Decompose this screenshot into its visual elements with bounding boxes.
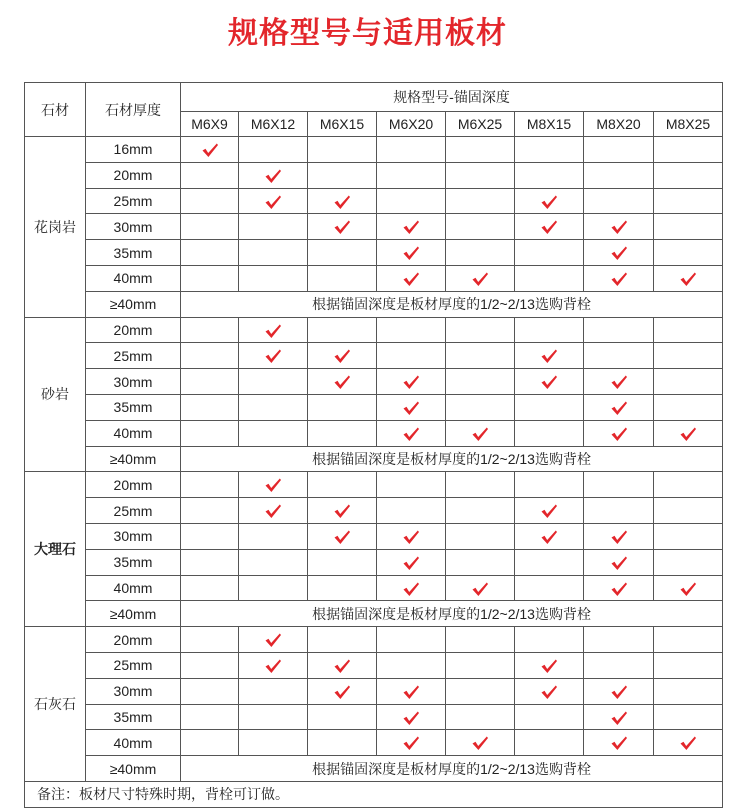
table-row xyxy=(25,291,723,317)
empty-cell xyxy=(181,162,239,188)
checkmark-icon xyxy=(333,374,351,390)
thickness-cell: 20mm xyxy=(86,472,181,498)
empty-cell xyxy=(446,240,515,266)
checkmark-icon xyxy=(333,348,351,364)
table-row xyxy=(25,343,723,369)
spec-table-body xyxy=(25,137,723,782)
check-cell xyxy=(308,678,377,704)
check-cell xyxy=(308,214,377,240)
empty-cell xyxy=(654,162,723,188)
thickness-cell: 40mm xyxy=(86,265,181,291)
check-cell xyxy=(377,420,446,446)
empty-cell xyxy=(515,704,584,730)
empty-cell xyxy=(515,240,584,266)
empty-cell xyxy=(654,188,723,214)
check-cell xyxy=(446,265,515,291)
footer-row xyxy=(25,781,723,807)
empty-cell xyxy=(584,652,654,678)
stone-type: 砂岩 xyxy=(25,317,86,472)
check-cell xyxy=(584,420,654,446)
check-cell xyxy=(308,652,377,678)
table-row xyxy=(25,652,723,678)
empty-cell xyxy=(377,188,446,214)
checkmark-icon xyxy=(471,271,489,287)
empty-cell xyxy=(446,188,515,214)
check-cell xyxy=(377,240,446,266)
empty-cell xyxy=(181,343,239,369)
empty-cell xyxy=(181,652,239,678)
empty-cell xyxy=(308,730,377,756)
empty-cell xyxy=(654,498,723,524)
thickness-cell: ≥40mm xyxy=(86,446,181,472)
empty-cell xyxy=(515,420,584,446)
header-model: M8X15 xyxy=(515,112,584,137)
checkmark-icon xyxy=(540,219,558,235)
checkmark-icon xyxy=(264,348,282,364)
empty-cell xyxy=(181,704,239,730)
empty-cell xyxy=(308,704,377,730)
check-cell xyxy=(239,343,308,369)
checkmark-icon xyxy=(264,503,282,519)
thickness-cell: 20mm xyxy=(86,627,181,653)
check-cell xyxy=(584,240,654,266)
span-note: 根据锚固深度是板材厚度的1/2~2/13选购背栓 xyxy=(181,291,723,317)
thickness-cell: 25mm xyxy=(86,652,181,678)
checkmark-icon xyxy=(402,684,420,700)
check-cell xyxy=(308,498,377,524)
empty-cell xyxy=(181,498,239,524)
header-model: M6X12 xyxy=(239,112,308,137)
thickness-cell: 25mm xyxy=(86,498,181,524)
empty-cell xyxy=(654,394,723,420)
check-cell xyxy=(239,472,308,498)
check-cell xyxy=(446,420,515,446)
table-row xyxy=(25,446,723,472)
empty-cell xyxy=(239,678,308,704)
empty-cell xyxy=(181,420,239,446)
empty-cell xyxy=(515,137,584,163)
check-cell xyxy=(239,627,308,653)
check-cell xyxy=(584,369,654,395)
checkmark-icon xyxy=(402,245,420,261)
thickness-cell: 16mm xyxy=(86,137,181,163)
empty-cell xyxy=(584,498,654,524)
empty-cell xyxy=(654,137,723,163)
check-cell xyxy=(515,343,584,369)
empty-cell xyxy=(308,627,377,653)
header-model: M6X15 xyxy=(308,112,377,137)
empty-cell xyxy=(308,265,377,291)
empty-cell xyxy=(377,472,446,498)
empty-cell xyxy=(446,523,515,549)
thickness-cell: 35mm xyxy=(86,549,181,575)
check-cell xyxy=(515,369,584,395)
check-cell xyxy=(515,652,584,678)
check-cell xyxy=(584,214,654,240)
table-row xyxy=(25,472,723,498)
check-cell xyxy=(377,704,446,730)
checkmark-icon xyxy=(610,581,628,597)
check-cell xyxy=(377,523,446,549)
check-cell xyxy=(584,549,654,575)
stone-type: 花岗岩 xyxy=(25,137,86,318)
table-row xyxy=(25,188,723,214)
empty-cell xyxy=(654,704,723,730)
check-cell xyxy=(377,214,446,240)
empty-cell xyxy=(515,575,584,601)
empty-cell xyxy=(239,137,308,163)
checkmark-icon xyxy=(679,581,697,597)
empty-cell xyxy=(181,730,239,756)
check-cell xyxy=(308,523,377,549)
checkmark-icon xyxy=(471,426,489,442)
checkmark-icon xyxy=(540,529,558,545)
thickness-cell: 30mm xyxy=(86,678,181,704)
empty-cell xyxy=(515,730,584,756)
checkmark-icon xyxy=(333,194,351,210)
footer-note: 备注：板材尺寸特殊时期，背栓可订做。 xyxy=(25,781,723,807)
empty-cell xyxy=(181,472,239,498)
checkmark-icon xyxy=(402,529,420,545)
checkmark-icon xyxy=(610,529,628,545)
thickness-cell: 25mm xyxy=(86,343,181,369)
checkmark-icon xyxy=(540,503,558,519)
empty-cell xyxy=(181,549,239,575)
checkmark-icon xyxy=(471,735,489,751)
thickness-cell: 35mm xyxy=(86,240,181,266)
check-cell xyxy=(377,730,446,756)
empty-cell xyxy=(584,343,654,369)
checkmark-icon xyxy=(679,271,697,287)
checkmark-icon xyxy=(610,400,628,416)
empty-cell xyxy=(239,704,308,730)
check-cell xyxy=(654,420,723,446)
empty-cell xyxy=(584,472,654,498)
empty-cell xyxy=(446,343,515,369)
checkmark-icon xyxy=(402,581,420,597)
check-cell xyxy=(377,678,446,704)
empty-cell xyxy=(181,678,239,704)
check-cell xyxy=(584,575,654,601)
checkmark-icon xyxy=(333,529,351,545)
check-cell xyxy=(239,498,308,524)
empty-cell xyxy=(377,343,446,369)
check-cell xyxy=(584,704,654,730)
check-cell xyxy=(515,498,584,524)
empty-cell xyxy=(239,575,308,601)
page-title: 规格型号与适用板材 xyxy=(228,16,507,51)
check-cell xyxy=(584,265,654,291)
checkmark-icon xyxy=(264,323,282,339)
check-cell xyxy=(239,188,308,214)
span-note: 根据锚固深度是板材厚度的1/2~2/13选购背栓 xyxy=(181,601,723,627)
header-model: M6X9 xyxy=(181,112,239,137)
table-row xyxy=(25,523,723,549)
checkmark-icon xyxy=(610,271,628,287)
empty-cell xyxy=(446,678,515,704)
check-cell xyxy=(377,549,446,575)
check-cell xyxy=(377,265,446,291)
table-row xyxy=(25,756,723,782)
empty-cell xyxy=(239,730,308,756)
check-cell xyxy=(239,162,308,188)
header-model-group: 规格型号-锚固深度 xyxy=(181,83,723,112)
empty-cell xyxy=(446,162,515,188)
header-model: M8X20 xyxy=(584,112,654,137)
empty-cell xyxy=(377,498,446,524)
checkmark-icon xyxy=(610,374,628,390)
empty-cell xyxy=(377,627,446,653)
empty-cell xyxy=(239,523,308,549)
thickness-cell: 40mm xyxy=(86,730,181,756)
thickness-cell: 30mm xyxy=(86,369,181,395)
table-row xyxy=(25,678,723,704)
empty-cell xyxy=(181,394,239,420)
checkmark-icon xyxy=(540,374,558,390)
table-row xyxy=(25,575,723,601)
empty-cell xyxy=(515,627,584,653)
empty-cell xyxy=(308,394,377,420)
checkmark-icon xyxy=(333,684,351,700)
empty-cell xyxy=(181,627,239,653)
empty-cell xyxy=(654,240,723,266)
empty-cell xyxy=(584,317,654,343)
thickness-cell: 40mm xyxy=(86,420,181,446)
thickness-cell: 20mm xyxy=(86,162,181,188)
checkmark-icon xyxy=(610,710,628,726)
checkmark-icon xyxy=(610,245,628,261)
empty-cell xyxy=(515,162,584,188)
empty-cell xyxy=(446,627,515,653)
checkmark-icon xyxy=(610,735,628,751)
empty-cell xyxy=(654,678,723,704)
empty-cell xyxy=(654,317,723,343)
empty-cell xyxy=(584,627,654,653)
check-cell xyxy=(181,137,239,163)
empty-cell xyxy=(181,240,239,266)
check-cell xyxy=(377,394,446,420)
checkmark-icon xyxy=(540,348,558,364)
empty-cell xyxy=(377,317,446,343)
empty-cell xyxy=(654,214,723,240)
thickness-cell: 35mm xyxy=(86,704,181,730)
empty-cell xyxy=(446,214,515,240)
table-row xyxy=(25,137,723,163)
checkmark-icon xyxy=(333,503,351,519)
empty-cell xyxy=(181,188,239,214)
checkmark-icon xyxy=(264,632,282,648)
thickness-cell: ≥40mm xyxy=(86,291,181,317)
empty-cell xyxy=(446,704,515,730)
empty-cell xyxy=(181,214,239,240)
empty-cell xyxy=(308,549,377,575)
empty-cell xyxy=(181,369,239,395)
check-cell xyxy=(308,369,377,395)
stone-type: 大理石 xyxy=(25,472,86,627)
checkmark-icon xyxy=(333,658,351,674)
empty-cell xyxy=(515,265,584,291)
check-cell xyxy=(654,730,723,756)
thickness-cell: 25mm xyxy=(86,188,181,214)
table-row xyxy=(25,394,723,420)
checkmark-icon xyxy=(264,658,282,674)
check-cell xyxy=(584,394,654,420)
table-row xyxy=(25,601,723,627)
empty-cell xyxy=(654,369,723,395)
header-model: M8X25 xyxy=(654,112,723,137)
table-row xyxy=(25,265,723,291)
empty-cell xyxy=(446,317,515,343)
checkmark-icon xyxy=(540,194,558,210)
empty-cell xyxy=(515,549,584,575)
thickness-cell: 35mm xyxy=(86,394,181,420)
span-note: 根据锚固深度是板材厚度的1/2~2/13选购背栓 xyxy=(181,446,723,472)
empty-cell xyxy=(515,472,584,498)
check-cell xyxy=(654,575,723,601)
checkmark-icon xyxy=(540,684,558,700)
empty-cell xyxy=(446,498,515,524)
thickness-cell: 40mm xyxy=(86,575,181,601)
checkmark-icon xyxy=(679,735,697,751)
checkmark-icon xyxy=(264,477,282,493)
empty-cell xyxy=(239,394,308,420)
empty-cell xyxy=(515,394,584,420)
check-cell xyxy=(515,678,584,704)
thickness-cell: 20mm xyxy=(86,317,181,343)
empty-cell xyxy=(308,317,377,343)
header-model: M6X25 xyxy=(446,112,515,137)
table-row xyxy=(25,162,723,188)
thickness-cell: ≥40mm xyxy=(86,601,181,627)
empty-cell xyxy=(239,214,308,240)
check-cell xyxy=(584,730,654,756)
check-cell xyxy=(584,678,654,704)
empty-cell xyxy=(308,137,377,163)
empty-cell xyxy=(654,343,723,369)
empty-cell xyxy=(377,652,446,678)
check-cell xyxy=(308,343,377,369)
empty-cell xyxy=(584,188,654,214)
check-cell xyxy=(515,188,584,214)
checkmark-icon xyxy=(402,710,420,726)
table-row xyxy=(25,214,723,240)
checkmark-icon xyxy=(610,555,628,571)
check-cell xyxy=(584,523,654,549)
table-row xyxy=(25,549,723,575)
empty-cell xyxy=(584,137,654,163)
header-model: M6X20 xyxy=(377,112,446,137)
checkmark-icon xyxy=(471,581,489,597)
check-cell xyxy=(239,652,308,678)
checkmark-icon xyxy=(610,219,628,235)
table-row xyxy=(25,627,723,653)
checkmark-icon xyxy=(679,426,697,442)
check-cell xyxy=(654,265,723,291)
checkmark-icon xyxy=(402,219,420,235)
empty-cell xyxy=(446,472,515,498)
checkmark-icon xyxy=(402,735,420,751)
table-row xyxy=(25,369,723,395)
table-row xyxy=(25,704,723,730)
empty-cell xyxy=(377,137,446,163)
empty-cell xyxy=(308,162,377,188)
checkmark-icon xyxy=(333,219,351,235)
table-row xyxy=(25,240,723,266)
empty-cell xyxy=(308,420,377,446)
empty-cell xyxy=(654,627,723,653)
empty-cell xyxy=(239,549,308,575)
stone-type: 石灰石 xyxy=(25,627,86,782)
check-cell xyxy=(308,188,377,214)
thickness-cell: ≥40mm xyxy=(86,756,181,782)
checkmark-icon xyxy=(402,426,420,442)
empty-cell xyxy=(446,369,515,395)
empty-cell xyxy=(239,240,308,266)
empty-cell xyxy=(584,162,654,188)
check-cell xyxy=(239,317,308,343)
table-row xyxy=(25,498,723,524)
empty-cell xyxy=(654,652,723,678)
check-cell xyxy=(446,575,515,601)
checkmark-icon xyxy=(402,271,420,287)
checkmark-icon xyxy=(264,194,282,210)
header-thickness: 石材厚度 xyxy=(86,83,181,137)
check-cell xyxy=(515,214,584,240)
thickness-cell: 30mm xyxy=(86,214,181,240)
spec-table xyxy=(24,82,723,808)
empty-cell xyxy=(654,472,723,498)
checkmark-icon xyxy=(610,426,628,442)
span-note: 根据锚固深度是板材厚度的1/2~2/13选购背栓 xyxy=(181,756,723,782)
empty-cell xyxy=(239,265,308,291)
empty-cell xyxy=(181,523,239,549)
empty-cell xyxy=(308,575,377,601)
checkmark-icon xyxy=(540,658,558,674)
table-row xyxy=(25,420,723,446)
empty-cell xyxy=(515,317,584,343)
empty-cell xyxy=(446,394,515,420)
empty-cell xyxy=(446,137,515,163)
thickness-cell: 30mm xyxy=(86,523,181,549)
empty-cell xyxy=(181,575,239,601)
empty-cell xyxy=(446,549,515,575)
table-row xyxy=(25,730,723,756)
empty-cell xyxy=(239,369,308,395)
checkmark-icon xyxy=(610,684,628,700)
empty-cell xyxy=(181,317,239,343)
checkmark-icon xyxy=(402,400,420,416)
check-cell xyxy=(377,369,446,395)
empty-cell xyxy=(239,420,308,446)
check-cell xyxy=(446,730,515,756)
checkmark-icon xyxy=(201,142,219,158)
empty-cell xyxy=(654,549,723,575)
empty-cell xyxy=(446,652,515,678)
empty-cell xyxy=(377,162,446,188)
checkmark-icon xyxy=(264,168,282,184)
checkmark-icon xyxy=(402,555,420,571)
empty-cell xyxy=(181,265,239,291)
empty-cell xyxy=(308,240,377,266)
check-cell xyxy=(515,523,584,549)
table-row xyxy=(25,317,723,343)
header-material: 石材 xyxy=(25,83,86,137)
empty-cell xyxy=(654,523,723,549)
check-cell xyxy=(377,575,446,601)
checkmark-icon xyxy=(402,374,420,390)
empty-cell xyxy=(308,472,377,498)
